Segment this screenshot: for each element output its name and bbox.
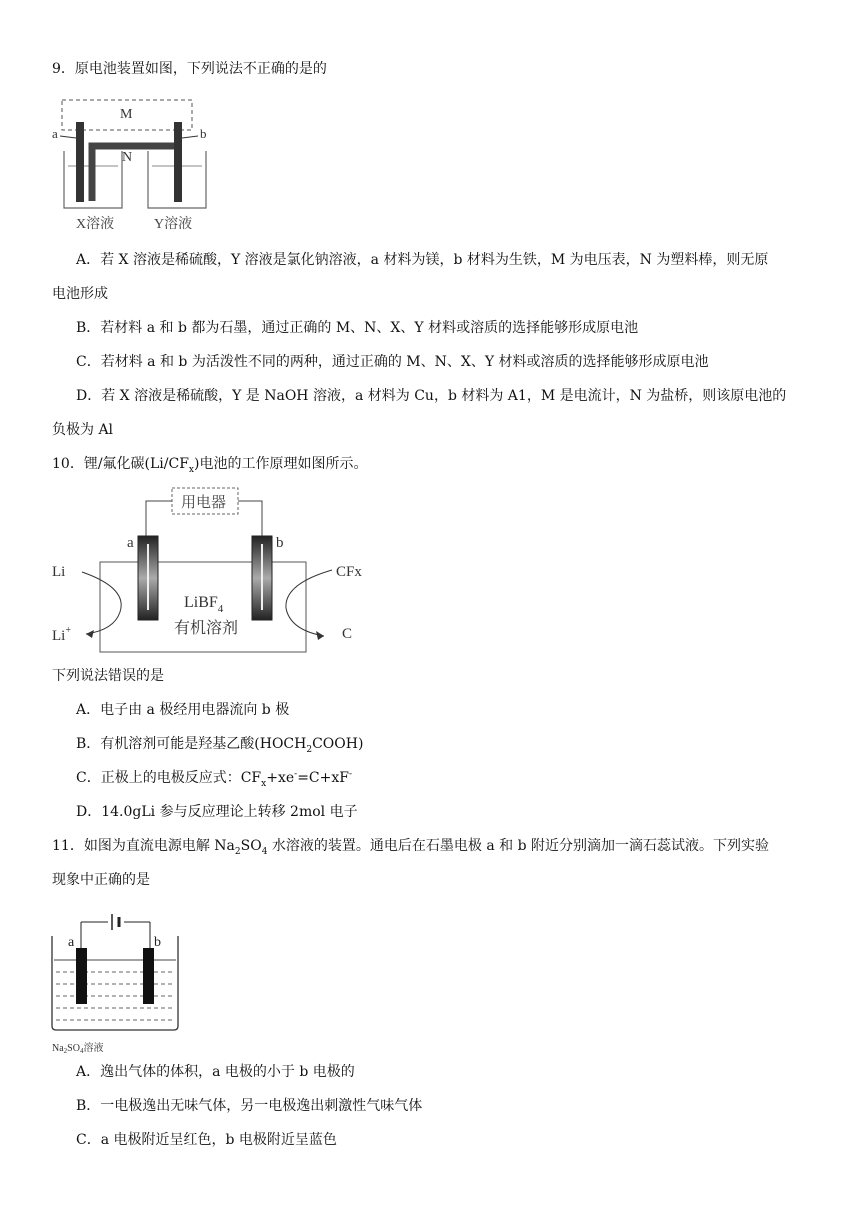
q9-label-a: a <box>52 126 58 141</box>
q9-label-m: M <box>120 107 133 122</box>
q9-stem: 9．原电池装置如图，下列说法不正确的是的 <box>52 61 327 77</box>
q10-option-c: C．正极上的电极反应式：$CF_x+xe^-=C+xF^-$ <box>76 769 353 789</box>
salt-bridge-n <box>92 146 178 201</box>
q11-stem-line1: 11．如图为直流电源电解 $Na_2SO_4$ 水溶液的装置。通电后在石墨电极 a 和 b 附近分别滴加一滴石蕊试液。下列实验 <box>52 838 769 857</box>
q9-label-b: b <box>200 126 207 141</box>
q9-option-c: C．若材料 a 和 b 为活泼性不同的两种，通过正确的 M、N、X、Y 材料或溶质的选择能够形成原电池 <box>76 354 709 370</box>
q9-label-n: N <box>122 150 133 165</box>
q9-galvanic-cell-figure <box>50 96 210 236</box>
electrode-b <box>174 122 182 202</box>
q10-label-li-ion: Li+ <box>52 625 71 644</box>
q10-label-cfx: CFx <box>336 564 362 580</box>
q9-option-a-line2: 电池形成 <box>52 286 108 302</box>
q10-label-li: Li <box>52 564 66 580</box>
q10-battery-figure <box>48 484 378 662</box>
q10-option-d: D．14.0gLi 参与反应理论上转移 2mol 电子 <box>76 804 358 820</box>
q11-stem-line2: 现象中正确的是 <box>52 872 150 888</box>
cfx-arrow <box>286 570 332 636</box>
q11-caption: $Na_2SO_4$溶液 <box>52 1043 104 1055</box>
q10-prompt: 下列说法错误的是 <box>52 668 164 684</box>
q10-label-b: b <box>276 535 284 551</box>
electrode-b <box>143 948 154 1004</box>
q9-label-y-solution: Y溶液 <box>154 217 193 232</box>
q11-label-a: a <box>68 935 75 950</box>
beaker <box>52 936 178 1030</box>
q11-option-c: C．a 电极附近呈红色，b 电极附近呈蓝色 <box>76 1132 337 1148</box>
electrode-a <box>76 122 84 202</box>
q9-option-b: B．若材料 a 和 b 都为石墨，通过正确的 M、N、X、Y 材料或溶质的选择能够形成原电池 <box>76 320 639 336</box>
q9-option-d-line2: 负极为 Al <box>52 422 114 438</box>
q10-option-b: B．有机溶剂可能是羟基乙酸$(HOCH_2COOH)$ <box>76 736 364 755</box>
li-arrow <box>82 572 121 634</box>
q10-option-a: A．电子由 a 极经用电器流向 b 极 <box>76 702 290 718</box>
q11-option-b: B．一电极逸出无味气体，另一电极逸出刺激性气味气体 <box>76 1098 423 1114</box>
q10-label-solvent: 有机溶剂 <box>174 620 239 637</box>
q10-label-electrolyte: LiBF$_4$ <box>184 594 224 615</box>
q9-option-d-line1: D．若 X 溶液是稀硫酸，Y 是 NaOH 溶液，a 材料为 Cu，b 材料为 A1，M 是电流计，N 为盐桥，则该原电池的 <box>76 388 787 404</box>
q11-label-b: b <box>154 935 161 950</box>
q10-label-c: C <box>342 626 353 642</box>
q10-stem: 10．锂/氟化碳$(Li/CF_x)$电池的工作原理如图所示。 <box>52 456 368 475</box>
q9-label-x-solution: X溶液 <box>76 217 115 232</box>
q11-option-a: A．逸出气体的体积，a 电极的小于 b 电极的 <box>76 1064 355 1080</box>
q11-electrolysis-figure <box>48 908 188 1058</box>
electrode-a <box>76 948 87 1004</box>
q10-label-a: a <box>127 535 134 551</box>
q9-option-a-line1: A．若 X 溶液是稀硫酸，Y 溶液是氯化钠溶液，a 材料为镁，b 材料为生铁，M 为电压表，N 为塑料棒，则无原 <box>76 252 769 268</box>
q10-label-device: 用电器 <box>181 495 227 511</box>
